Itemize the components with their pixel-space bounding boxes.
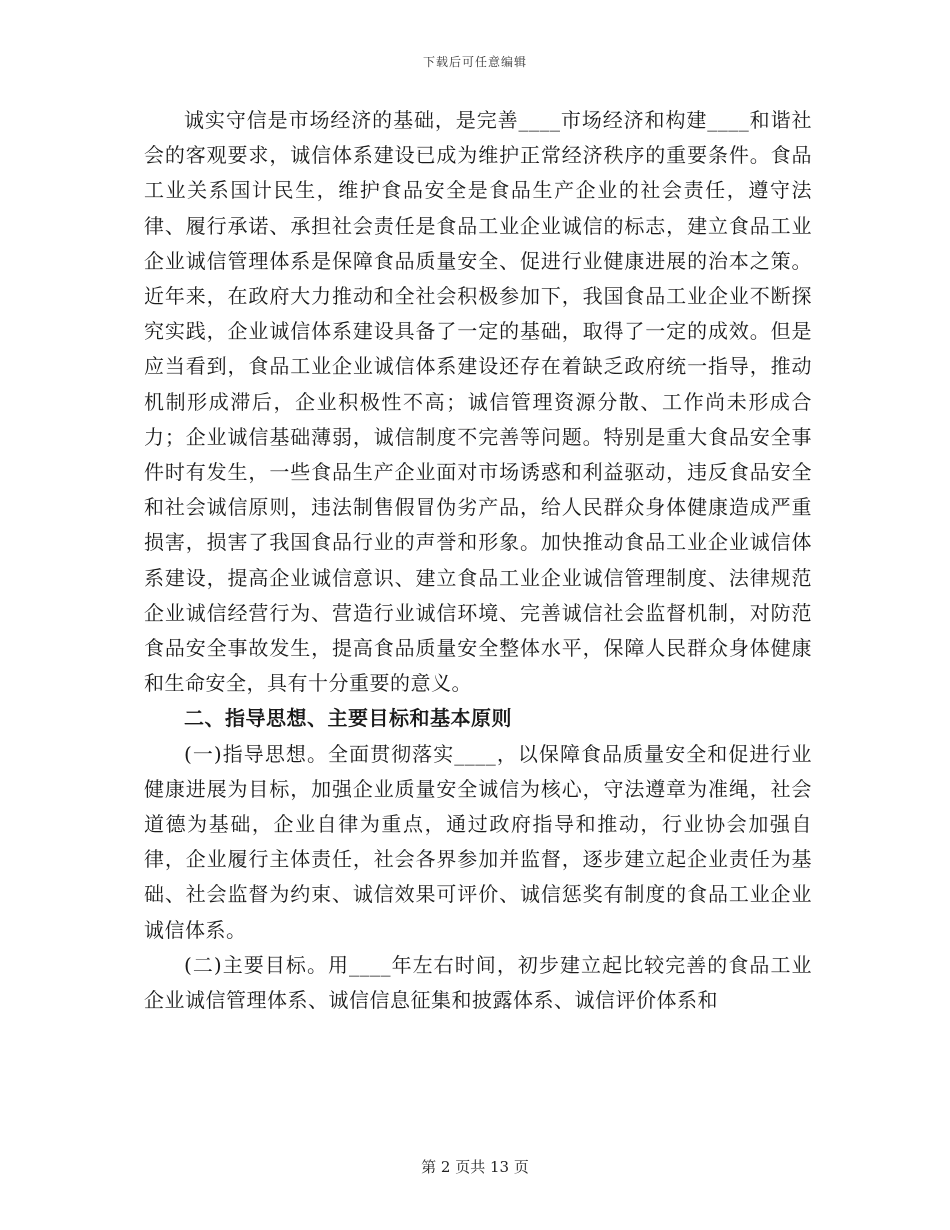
page-footer: 第 2 页共 13 页 xyxy=(421,1158,529,1176)
main-goals-paragraph: (二)主要目标。用____年左右时间，初步建立起比较完善的食品工业企业诚信管理体系、诚信信息征集和披露体系、诚信评价体系和 xyxy=(144,952,812,1013)
intro-paragraph: 诚实守信是市场经济的基础，是完善____市场经济和构建____和谐社会的客观要求，诚信体系建设已成为维护正常经济秩序的重要条件。食品工业关系国计民生，维护食品安全是食品生产企业的社会责任，遵守法律、履行承诺、承担社会责任是食品工业企业诚信的标志，建立食品工业企业诚信管理体系是保障食品质量安全、促进行业健康进展的治本之策。近年来，在政府大力推动和全社会积极参加下，我国食品工业企业不断探究实践，企业诚信体系建设具备了一定的基础，取得了一定的成效。但是应当看到，食品工业企业诚信体系建设还存在着缺乏政府统一指导，推动机制形成滞后，企业积极性不高；诚信管理资源分散、工作尚未形成合力；企业诚信基础薄弱，诚信制度不完善等问题。特别是重大食品安全事件时有发生，一些食品生产企业面对市场诱惑和利益驱动，违反食品安全和社会诚信原则，违法制售假冒伪劣产品，给人民群众身体健康造成严重损害，损害了我国食品行业的声誉和形象。加快推动食品工业企业诚信体系建设，提高企业诚信意识、建立食品工业企业诚信管理制度、法律规范企业诚信经营行为、营造行业诚信环境、完善诚信社会监督机制，对防范食品安全事故发生，提高食品质量安全整体水平，保障人民群众身体健康和生命安全，具有十分重要的意义。 xyxy=(144,108,812,696)
page-header: 下载后可任意编辑 xyxy=(422,55,527,69)
document-body xyxy=(144,103,812,1018)
guiding-ideology-paragraph: (一)指导思想。全面贯彻落实____，以保障食品质量安全和促进行业健康进展为目标，加强企业质量安全诚信为核心，守法遵章为准绳，社会道德为基础，企业自律为重点，通过政府指导和推动，行业协会加强自律，企业履行主体责任，社会各界参加并监督，逐步建立起企业责任为基础、社会监督为约束、诚信效果可评价、诚信惩奖有制度的食品工业企业诚信体系。 xyxy=(144,741,812,942)
section-heading: 二、指导思想、主要目标和基本原则 xyxy=(184,706,512,731)
